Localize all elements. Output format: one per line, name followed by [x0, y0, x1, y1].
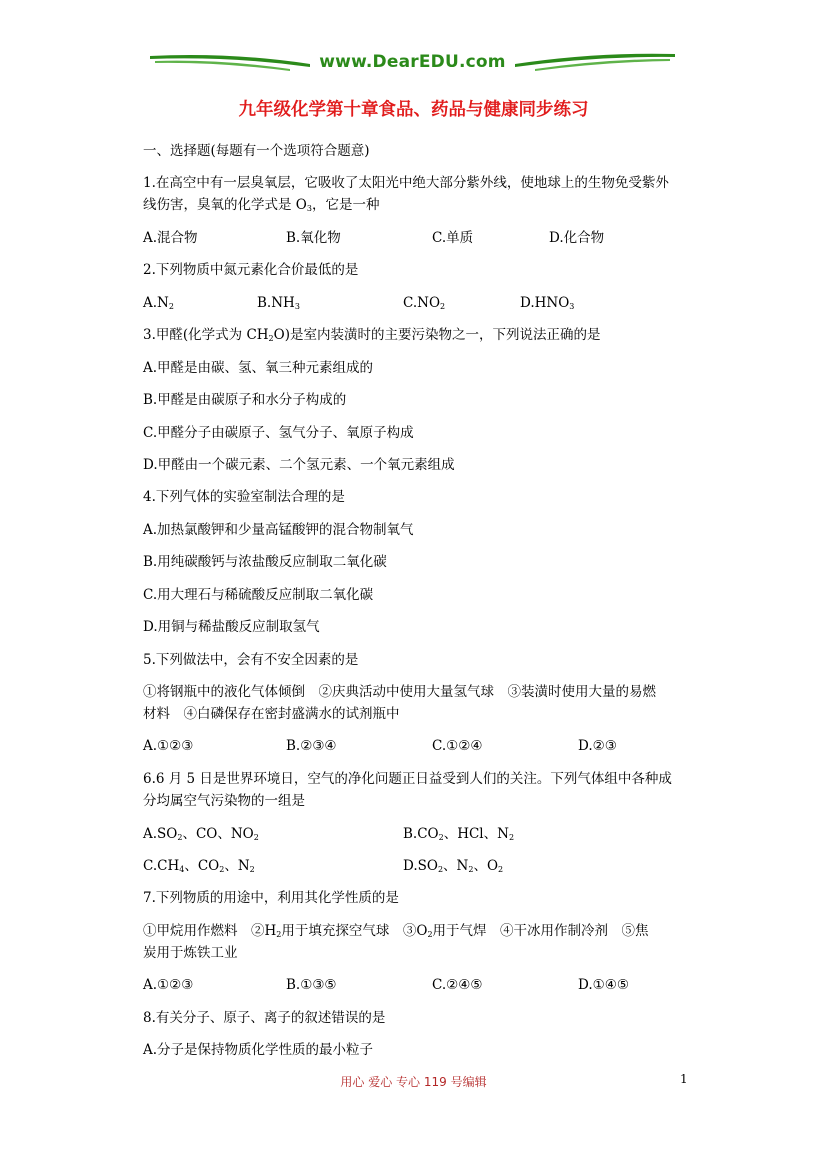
q2-option-a: $A.N_2$ — [143, 295, 174, 311]
q5-stem: 5.下列做法中，会有不安全因素的是 — [143, 652, 359, 668]
page-footer: 用心 爱心 专心 119 号编辑 — [340, 1075, 487, 1089]
q6-option-b: $B.CO_2$、HCl、$N_2$ — [403, 826, 515, 842]
q5-items-line-1: ①将钢瓶中的液化气体倾倒 ②庆典活动中使用大量氢气球 ③装潢时使用大量的易燃 — [143, 684, 656, 700]
page-title: 九年级化学第十章食品、药品与健康同步练习 — [238, 100, 589, 120]
q2-option-d: $D.HNO_3$ — [520, 295, 575, 311]
q4-option-b: B.用纯碳酸钙与浓盐酸反应制取二氧化碳 — [143, 554, 387, 570]
q7-option-a: A.①②③ — [143, 977, 194, 993]
q1-stem-text: 线伤害，臭氧的化学式是 O — [143, 197, 307, 213]
section-heading: 一、选择题(每题有一个选项符合题意) — [143, 143, 370, 159]
q7-stem: 7.下列物质的用途中，利用其化学性质的是 — [143, 890, 399, 906]
q6-stem-line-1: 6.6 月 5 日是世界环境日，空气的净化问题正日益受到人们的关注。下列气体组中各种成 — [143, 771, 672, 787]
q4-option-d: D.用铜与稀盐酸反应制取氢气 — [143, 619, 320, 635]
q5-items-line-2: 材料 ④白磷保存在密封盛满水的试剂瓶中 — [143, 706, 400, 722]
q7-option-d: D.①④⑤ — [578, 977, 629, 993]
q2-option-b: $B.NH_3$ — [257, 295, 300, 311]
q3-option-b: B.甲醛是由碳原子和水分子构成的 — [143, 392, 347, 408]
q2-option-c: $C.NO_2$ — [403, 295, 446, 311]
q4-option-c: C.用大理石与稀硫酸反应制取二氧化碳 — [143, 587, 374, 603]
q3-option-c: C.甲醛分子由碳原子、氢气分子、氧原子构成 — [143, 425, 414, 441]
q4-option-a: A.加热氯酸钾和少量高锰酸钾的混合物制氧气 — [143, 522, 414, 538]
q3-option-d: D.甲醛由一个碳元素、二个氢元素、一个氧元素组成 — [143, 457, 455, 473]
q4-stem: 4.下列气体的实验室制法合理的是 — [143, 489, 345, 505]
q6-stem-line-2: 分均属空气污染物的一组是 — [143, 793, 305, 809]
q8-stem: 8.有关分子、原子、离子的叙述错误的是 — [143, 1010, 386, 1026]
q1-option-a: A.混合物 — [143, 230, 198, 246]
q7-option-b: B.①③⑤ — [286, 977, 337, 993]
q1-stem-line-1: 1.在高空中有一层臭氧层，它吸收了太阳光中绝大部分紫外线，使地球上的生物免受紫外 — [143, 175, 669, 191]
q7-items-line-1: ①甲烷用作燃料 $②H_2$用于填充探空气球 $③O_2$用于气焊 ④干冰用作制冷剂 ⑤焦 — [143, 923, 649, 939]
q8-option-a: A.分子是保持物质化学性质的最小粒子 — [143, 1042, 374, 1058]
site-url[interactable]: www.DearEDU.com — [319, 52, 506, 72]
site-banner — [150, 50, 675, 76]
page-number: 1 — [680, 1072, 688, 1086]
q3-stem: 3.甲醛(化学式为 $CH_2O$)是室内装潢时的主要污染物之一，下列说法正确的是 — [143, 327, 601, 343]
q7-items-line-2: 炭用于炼铁工业 — [143, 945, 238, 961]
q5-option-c: C.①②④ — [432, 738, 483, 754]
q5-option-a: A.①②③ — [143, 738, 194, 754]
q6-option-a: $A.SO_2$、CO、$NO_2$ — [143, 826, 259, 842]
q6-option-c: $C.CH_4$、$CO_2$、$N_2$ — [143, 858, 255, 874]
q1-stem-tail: ，它是一种 — [311, 197, 380, 213]
q1-option-b: B.氧化物 — [286, 230, 341, 246]
q3-option-a: A.甲醛是由碳、氢、氧三种元素组成的 — [143, 360, 374, 376]
q1-option-c: C.单质 — [432, 230, 474, 246]
q1-stem-line-2 — [143, 197, 379, 217]
q5-option-d: D.②③ — [578, 738, 617, 754]
q1-option-d: D.化合物 — [549, 230, 605, 246]
q6-option-d: $D.SO_2$、$N_2$、$O_2$ — [403, 858, 504, 874]
q1-ozone-subscript: 3 — [306, 204, 312, 213]
q7-option-c: C.②④⑤ — [432, 977, 483, 993]
q5-option-b: B.②③④ — [286, 738, 337, 754]
q2-stem: 2.下列物质中氮元素化合价最低的是 — [143, 262, 359, 278]
